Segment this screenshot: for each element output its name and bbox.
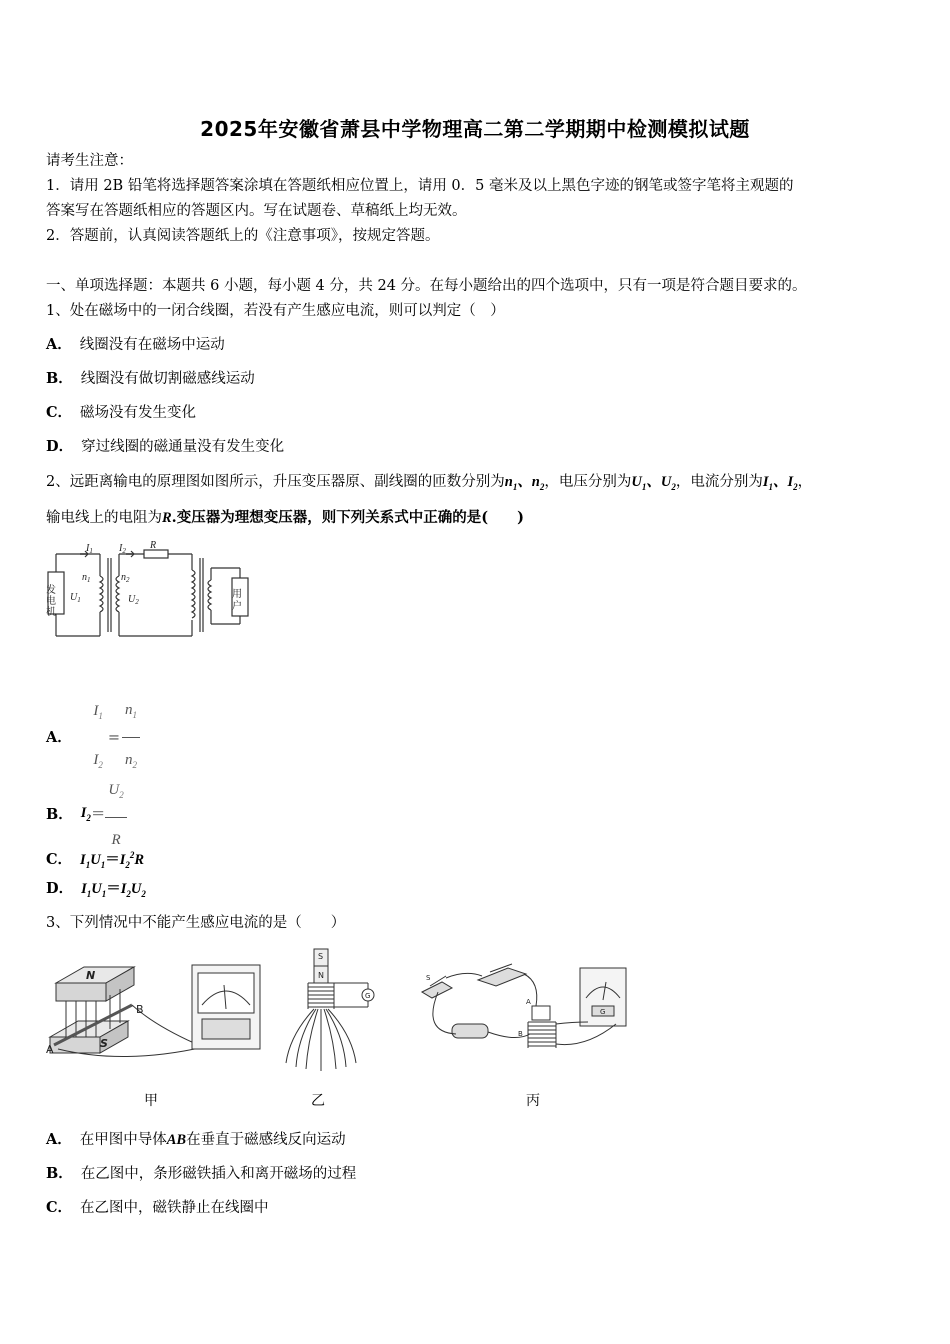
label-u2: $U_2$ <box>128 594 139 606</box>
option-letter: C． <box>46 404 73 421</box>
rod-b-label: B <box>136 1003 144 1016</box>
q3-option-c <box>46 1198 269 1218</box>
option-text: 穿过线圈的磁通量没有发生变化 <box>81 439 285 455</box>
option-letter: A． <box>46 1131 72 1148</box>
generator-label: 发电机 <box>44 584 55 617</box>
rod-a-label: A <box>46 1043 54 1056</box>
option-letter: C． <box>46 1199 73 1216</box>
q3-stem: 3、下列情况中不能产生感应电流的是（ ） <box>46 915 346 931</box>
figure-label-yi: 乙 <box>311 1093 325 1109</box>
figure-bing <box>416 962 630 1058</box>
notice-item-1-line-2: 答案写在答题纸相应的答题区内。写在试题卷、草稿纸上均无效。 <box>46 203 467 219</box>
figure-jia <box>44 955 266 1063</box>
q2-option-a: A． $I_1$ $I_2$ = $\frac{n_1}{n_2}$ <box>46 690 140 730</box>
coil-a-label: A <box>526 998 531 1006</box>
label-r: R <box>150 540 157 551</box>
option-text: 在乙图中，条形磁铁插入和离开磁场的过程 <box>80 1166 357 1182</box>
transmission-circuit-diagram <box>44 540 258 644</box>
page-title: 2025年安徽省萧县中学物理高二第二学期期中检测模拟试题 <box>200 117 750 141</box>
q2-stem-part: ，电流分别为 <box>675 474 763 490</box>
label-u1: $U_1$ <box>70 592 81 604</box>
option-text: 在乙图中，磁铁静止在线圈中 <box>80 1200 269 1216</box>
q2-stem-part: 输电线上的电阻为 <box>46 510 162 526</box>
q2-option-d: D． $I_1U_1=I_2U_2$ <box>46 880 146 899</box>
figure-yi <box>280 945 392 1073</box>
option-text: 在甲图中导体 <box>79 1132 167 1148</box>
figure-label-jia: 甲 <box>144 1093 158 1109</box>
label-i2: $I_2$ <box>119 543 126 555</box>
section-heading: 一、单项选择题：本题共 6 小题，每小题 4 分，共 24 分。在每小题给出的四个选项中，只有一项是符合题目要求的。 <box>46 278 807 294</box>
q2-option-b: B． $I_2=$ $\frac{U_2}{R}$ <box>46 770 127 810</box>
figure-label-bing: 丙 <box>526 1093 540 1109</box>
label-i1: $I_1$ <box>86 543 93 555</box>
q3-option-b <box>46 1164 356 1184</box>
option-text: 线圈没有在磁场中运动 <box>79 337 225 353</box>
q2-option-c: C． $I_1U_1=I_2^2R$ <box>46 850 145 870</box>
notice-item-1-line-1: 1．请用 2B 铅笔将选择题答案涂填在答题纸相应位置上，请用 0．5 毫米及以上黑色字迹的钢笔或签字笔将主观题的 <box>46 178 794 194</box>
option-text: 线圈没有做切割磁感线运动 <box>80 371 255 387</box>
q2-stem-part: ，电压分别为 <box>544 474 632 490</box>
q2-stem-line-1: 2、远距离输电的原理图如图所示，升压变压器原、副线圈的匝数分别为$n_1$、$n_2$，电压分别为$U_1$、$U_2$，电流分别为$I_1$、$I_2$， <box>46 474 813 492</box>
q3-option-a: A． 在甲图中导体AB在垂直于磁感线反向运动 <box>46 1131 346 1148</box>
option-text: 磁场没有发生变化 <box>80 405 197 421</box>
magnet-n-label: N <box>86 969 96 982</box>
option-letter: A． <box>46 728 72 746</box>
q1-option-b <box>46 369 255 389</box>
option-letter: C． <box>46 850 73 868</box>
option-letter: B． <box>46 806 73 823</box>
switch-s-label: S <box>426 974 431 982</box>
q1-option-d <box>46 437 284 457</box>
q2-stem-part: .变压器为理想变压器，则下列关系式中正确的是( ) <box>171 509 524 526</box>
option-text: 在垂直于磁感线反向运动 <box>186 1132 346 1148</box>
meter-g-label: G <box>600 1008 606 1016</box>
option-letter: B． <box>46 1165 73 1182</box>
galvanometer-label: G <box>365 992 371 1000</box>
notice-item-2: 2．答题前，认真阅读答题纸上的《注意事项》，按规定答题。 <box>46 228 440 244</box>
magnet-s-label: S <box>100 1037 108 1050</box>
magnet-n-label: N <box>318 971 324 980</box>
coil-b-label: B <box>518 1030 523 1038</box>
q2-stem-line-2: 输电线上的电阻为R.变压器为理想变压器，则下列关系式中正确的是( ) <box>46 509 524 526</box>
q1-option-c <box>46 403 196 423</box>
label-n2: $n_2$ <box>121 572 130 584</box>
q1-stem: 1、处在磁场中的一闭合线圈，若没有产生感应电流，则可以判定（ ） <box>46 303 505 319</box>
notice-heading: 请考生注意： <box>46 153 133 169</box>
label-n1: $n_1$ <box>82 572 91 584</box>
q1-option-a <box>46 335 225 355</box>
option-letter: A． <box>46 336 72 353</box>
option-letter: B． <box>46 370 73 387</box>
user-label: 用户 <box>229 588 241 612</box>
magnet-s-label: S <box>318 952 324 961</box>
option-letter: D． <box>46 438 74 455</box>
option-letter: D． <box>46 880 74 897</box>
q2-stem-part: 2、远距离输电的原理图如图所示，升压变压器原、副线圈的匝数分别为 <box>46 474 505 490</box>
